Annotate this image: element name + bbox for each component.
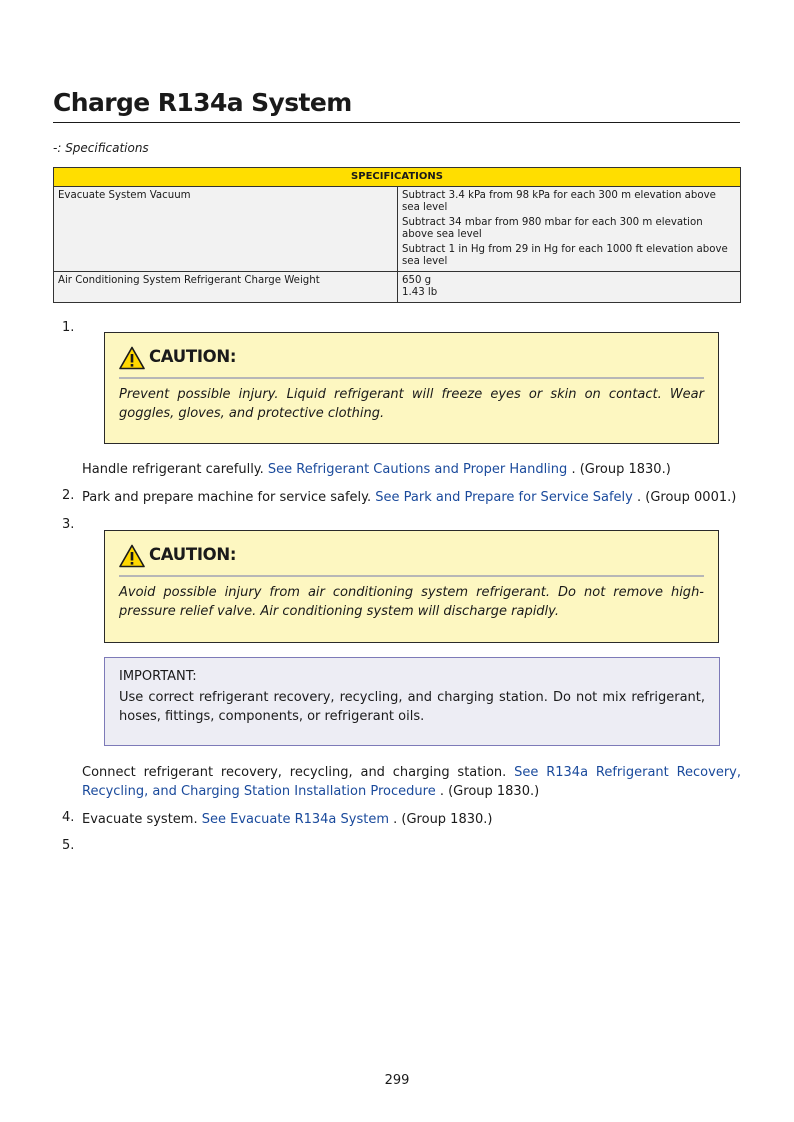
caution-label: CAUTION: xyxy=(149,347,237,366)
page-title: Charge R134a System xyxy=(53,86,740,123)
caution-label: CAUTION: xyxy=(149,545,237,564)
spec-table-header: SPECIFICATIONS xyxy=(54,168,741,187)
important-box xyxy=(104,657,720,746)
specifications-table xyxy=(53,167,741,303)
step-text xyxy=(82,810,741,829)
spec-value-cell xyxy=(398,272,741,303)
spec-value: Subtract 34 mbar from 980 mbar for each 300 m elevation above sea level xyxy=(402,217,703,240)
step-text-after: . (Group 1830.) xyxy=(571,462,671,477)
step-number: 1. xyxy=(62,320,75,335)
warning-triangle-icon xyxy=(119,346,145,370)
caution-header xyxy=(119,543,704,577)
step-number: 4. xyxy=(62,810,75,825)
step-text-after: . (Group 1830.) xyxy=(439,784,540,799)
step-text-after: . (Group 0001.) xyxy=(636,490,737,505)
spec-value: 1.43 lb xyxy=(402,286,438,298)
step-text xyxy=(82,763,741,801)
spec-caption: -: Specifications xyxy=(53,141,149,155)
caution-box xyxy=(104,332,719,444)
spec-value: Subtract 1 in Hg from 29 in Hg for each 1000 ft elevation above sea level xyxy=(402,244,728,267)
important-label: IMPORTANT: xyxy=(119,669,197,684)
link-refrigerant-cautions[interactable]: See Refrigerant Cautions and Proper Handling xyxy=(267,462,568,477)
table-row xyxy=(54,272,741,303)
step-number: 3. xyxy=(62,517,75,532)
spec-label: Evacuate System Vacuum xyxy=(54,187,398,272)
important-text: Use correct refrigerant recovery, recycling, and charging station. Do not mix refrigerant, hoses, fittings, components, or refrigerant oils. xyxy=(119,690,705,724)
spec-label: Air Conditioning System Refrigerant Charge Weight xyxy=(54,272,398,303)
spec-value: Subtract 3.4 kPa from 98 kPa for each 300 m elevation above sea level xyxy=(402,190,716,213)
spec-value-cell xyxy=(398,187,741,272)
link-evacuate-system[interactable]: See Evacuate R134a System xyxy=(201,812,389,827)
spec-value: 650 g xyxy=(402,275,432,286)
step-text xyxy=(82,460,741,479)
warning-triangle-icon xyxy=(119,544,145,568)
step-number: 2. xyxy=(62,488,75,503)
page-number: 299 xyxy=(384,1073,410,1088)
caution-text: Prevent possible injury. Liquid refrigerant will freeze eyes or skin on contact. Wear goggles, gloves, and protective clothing. xyxy=(119,387,704,421)
step-text-before: Connect refrigerant recovery, recycling, and charging station. xyxy=(82,765,507,780)
step-number: 5. xyxy=(62,838,75,853)
link-recovery-station-procedure[interactable]: See R134a Refrigerant Recovery, Recycling, and Charging Station Installation Procedure xyxy=(82,765,742,799)
caution-header xyxy=(119,345,704,379)
step-text-before: Evacuate system. xyxy=(82,812,198,827)
step-text-before: Handle refrigerant carefully. xyxy=(82,462,264,477)
table-row xyxy=(54,187,741,272)
step-text-after: . (Group 1830.) xyxy=(393,812,493,827)
step-text-before: Park and prepare machine for service safely. xyxy=(82,490,372,505)
caution-text: Avoid possible injury from air conditioning system refrigerant. Do not remove high-pressure relief valve. Air conditioning system will discharge rapidly. xyxy=(119,585,704,619)
step-text xyxy=(82,488,741,507)
caution-box xyxy=(104,530,719,643)
link-park-and-prepare[interactable]: See Park and Prepare for Service Safely xyxy=(375,490,633,505)
